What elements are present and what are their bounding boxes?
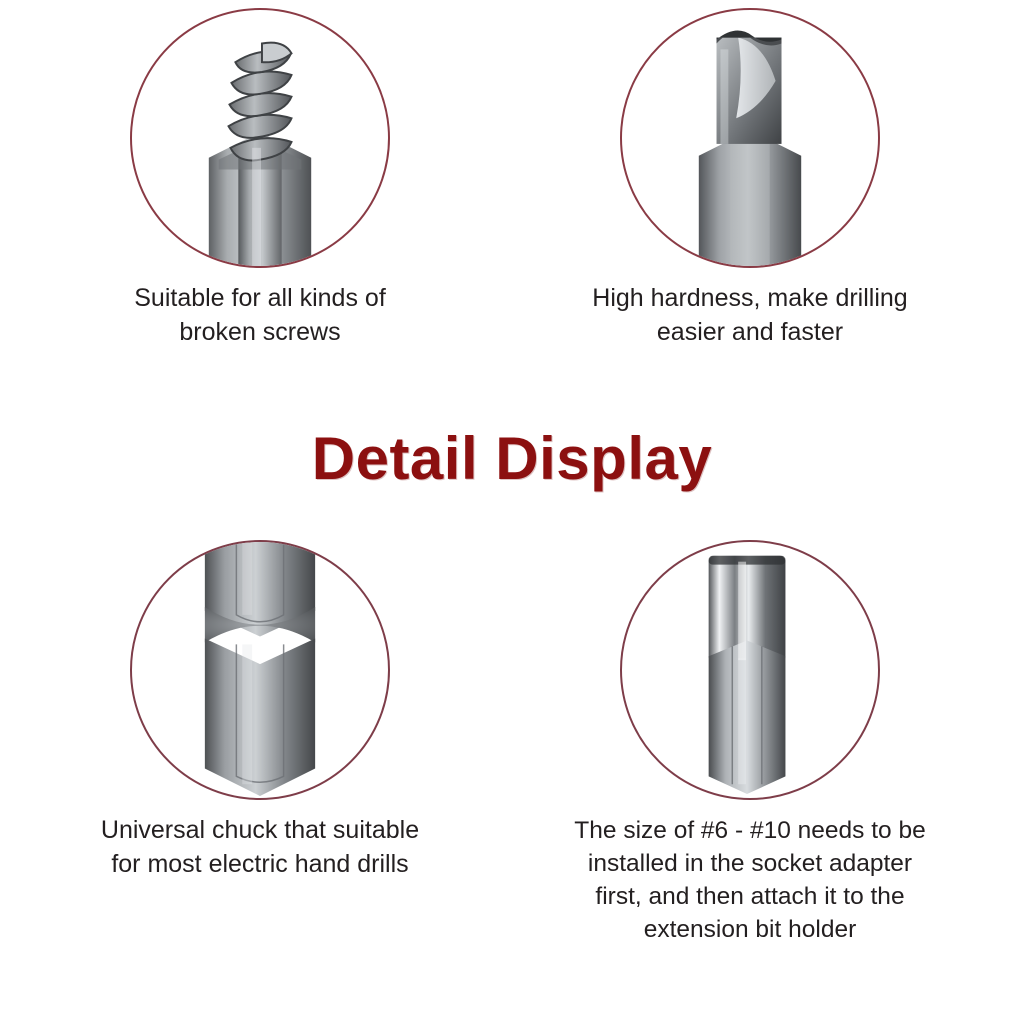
circle-frame <box>620 8 880 268</box>
feature-caption-socket-adapter <box>510 814 990 946</box>
screw-extractor-spiral-tip-icon <box>132 10 388 266</box>
socket-adapter-icon <box>622 542 878 798</box>
caption-line: easier and faster <box>656 317 844 346</box>
caption-line: installed in the socket adapter <box>587 850 913 878</box>
caption-line: broken screws <box>179 317 341 346</box>
feature-cell-high-hardness <box>510 8 990 350</box>
feature-cell-broken-screws <box>20 8 500 350</box>
drill-bit-point-icon <box>622 10 878 266</box>
hex-shank-waist-icon <box>132 542 388 798</box>
caption-line: The size of #6 - #10 needs to be <box>574 817 926 844</box>
circle-frame <box>130 540 390 800</box>
feature-image-socket-adapter <box>620 540 880 800</box>
feature-cell-universal-chuck <box>20 540 500 882</box>
feature-image-universal-chuck <box>130 540 390 800</box>
caption-line: first, and then attach it to the <box>595 883 905 911</box>
caption-line: for most electric hand drills <box>111 849 409 878</box>
feature-caption-universal-chuck <box>20 814 500 882</box>
circle-frame <box>620 540 880 800</box>
feature-image-broken-screws <box>130 8 390 268</box>
caption-line: Suitable for all kinds of <box>134 284 386 312</box>
caption-line: Universal chuck that suitable <box>100 816 420 844</box>
feature-caption-broken-screws <box>20 282 500 350</box>
circle-frame <box>130 8 390 268</box>
page-title: Detail Display <box>311 425 713 492</box>
feature-image-high-hardness <box>620 8 880 268</box>
feature-caption-high-hardness <box>510 282 990 350</box>
feature-cell-socket-adapter <box>510 540 990 946</box>
caption-line: High hardness, make drilling <box>592 284 908 312</box>
caption-line: extension bit holder <box>643 916 857 944</box>
